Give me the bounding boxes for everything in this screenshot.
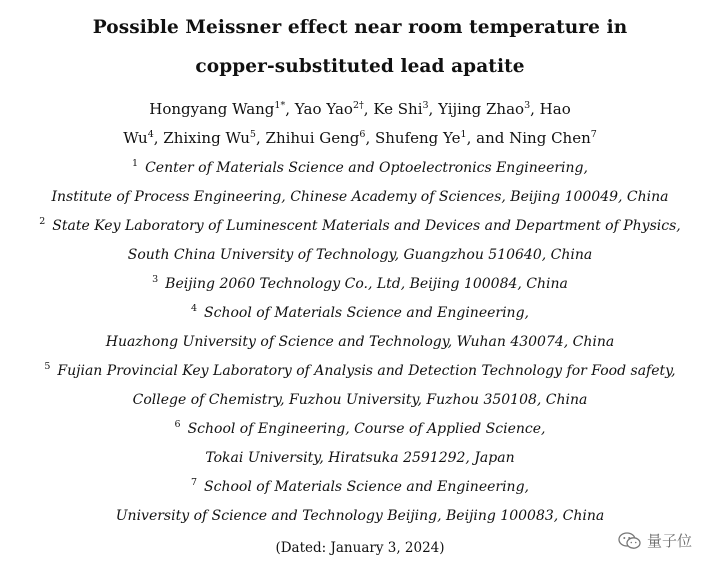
watermark-text: 量子位 (646, 532, 692, 550)
author-name: Hongyang Wang (149, 100, 275, 118)
affiliation-number: 1 (132, 158, 139, 169)
affiliation-number: 6 (174, 419, 181, 430)
affiliation-text: School of Engineering, Course of Applied Science, (187, 421, 546, 437)
affiliation-number: 2 (39, 216, 46, 227)
wechat-icon (618, 532, 642, 550)
author-name: Shufeng Ye (375, 129, 461, 147)
affiliation-6-line-1 (0, 421, 720, 437)
paper-title-line-1: Possible Meissner effect near room temperature in (92, 17, 628, 38)
affiliation-text: State Key Laboratory of Luminescent Materials and Devices and Department of Physics, (52, 218, 681, 234)
author-separator: , and (466, 129, 510, 147)
author-name: Yao Yao (294, 100, 353, 118)
author-list-line-1 (0, 100, 720, 118)
author-separator: , (363, 100, 374, 118)
affiliation-text: Center of Materials Science and Optoelectronics Engineering, (145, 160, 588, 176)
affiliation-5-line-1 (0, 363, 720, 379)
affiliation-1-line-2: Institute of Process Engineering, Chinese Academy of Sciences, Beijing 100049, China (51, 189, 669, 205)
author-marker: 3 (524, 100, 531, 111)
dated-line: (Dated: January 3, 2024) (275, 540, 445, 556)
affiliation-number: 5 (44, 361, 51, 372)
author-name-part: Hao (539, 100, 571, 118)
author-separator: , (285, 100, 295, 118)
author-separator: , (153, 129, 164, 147)
affiliation-5-line-2: College of Chemistry, Fuzhou University, Fuzhou 350108, China (132, 392, 588, 408)
affiliation-3 (0, 276, 720, 292)
affiliation-2-line-2: South China University of Technology, Guangzhou 510640, China (127, 247, 593, 263)
author-separator: , (255, 129, 266, 147)
author-name: Yijing Zhao (438, 100, 525, 118)
affiliation-4-line-1 (0, 305, 720, 321)
affiliation-text: Beijing 2060 Technology Co., Ltd, Beijing 100084, China (165, 276, 568, 292)
author-name-part: Wu (123, 129, 148, 147)
author-marker: 1* (274, 100, 286, 111)
affiliation-text: School of Materials Science and Engineering, (204, 305, 529, 321)
author-name: Zhixing Wu (163, 129, 250, 147)
affiliation-text: Fujian Provincial Key Laboratory of Analysis and Detection Technology for Food safety, (57, 363, 676, 379)
affiliation-number: 3 (152, 274, 159, 285)
paper-title-line-2: copper-substituted lead apatite (195, 56, 525, 77)
affiliation-4-line-2: Huazhong University of Science and Technology, Wuhan 430074, China (105, 334, 615, 350)
author-marker: 5 (249, 129, 256, 140)
affiliation-number: 7 (191, 477, 198, 488)
author-marker: 1 (460, 129, 467, 140)
author-list-line-2 (0, 129, 720, 147)
affiliation-2-line-1 (0, 218, 720, 234)
affiliation-text: School of Materials Science and Engineering, (204, 479, 529, 495)
author-name: Zhihui Geng (265, 129, 360, 147)
author-separator: , (365, 129, 375, 147)
author-marker: 2† (352, 100, 364, 111)
author-marker: 4 (147, 129, 154, 140)
affiliation-7-line-1 (0, 479, 720, 495)
author-marker: 7 (590, 129, 597, 140)
affiliation-number: 4 (191, 303, 198, 314)
author-name: Ke Shi (373, 100, 423, 118)
affiliation-7-line-2: University of Science and Technology Beijing, Beijing 100083, China (115, 508, 605, 524)
affiliation-1-line-1 (0, 160, 720, 176)
author-marker: 3 (422, 100, 429, 111)
author-name: Ning Chen (509, 129, 591, 147)
author-marker: 6 (359, 129, 366, 140)
watermark (618, 530, 692, 551)
author-separator: , (530, 100, 540, 118)
affiliation-6-line-2: Tokai University, Hiratsuka 2591292, Japan (205, 450, 515, 466)
author-separator: , (428, 100, 439, 118)
